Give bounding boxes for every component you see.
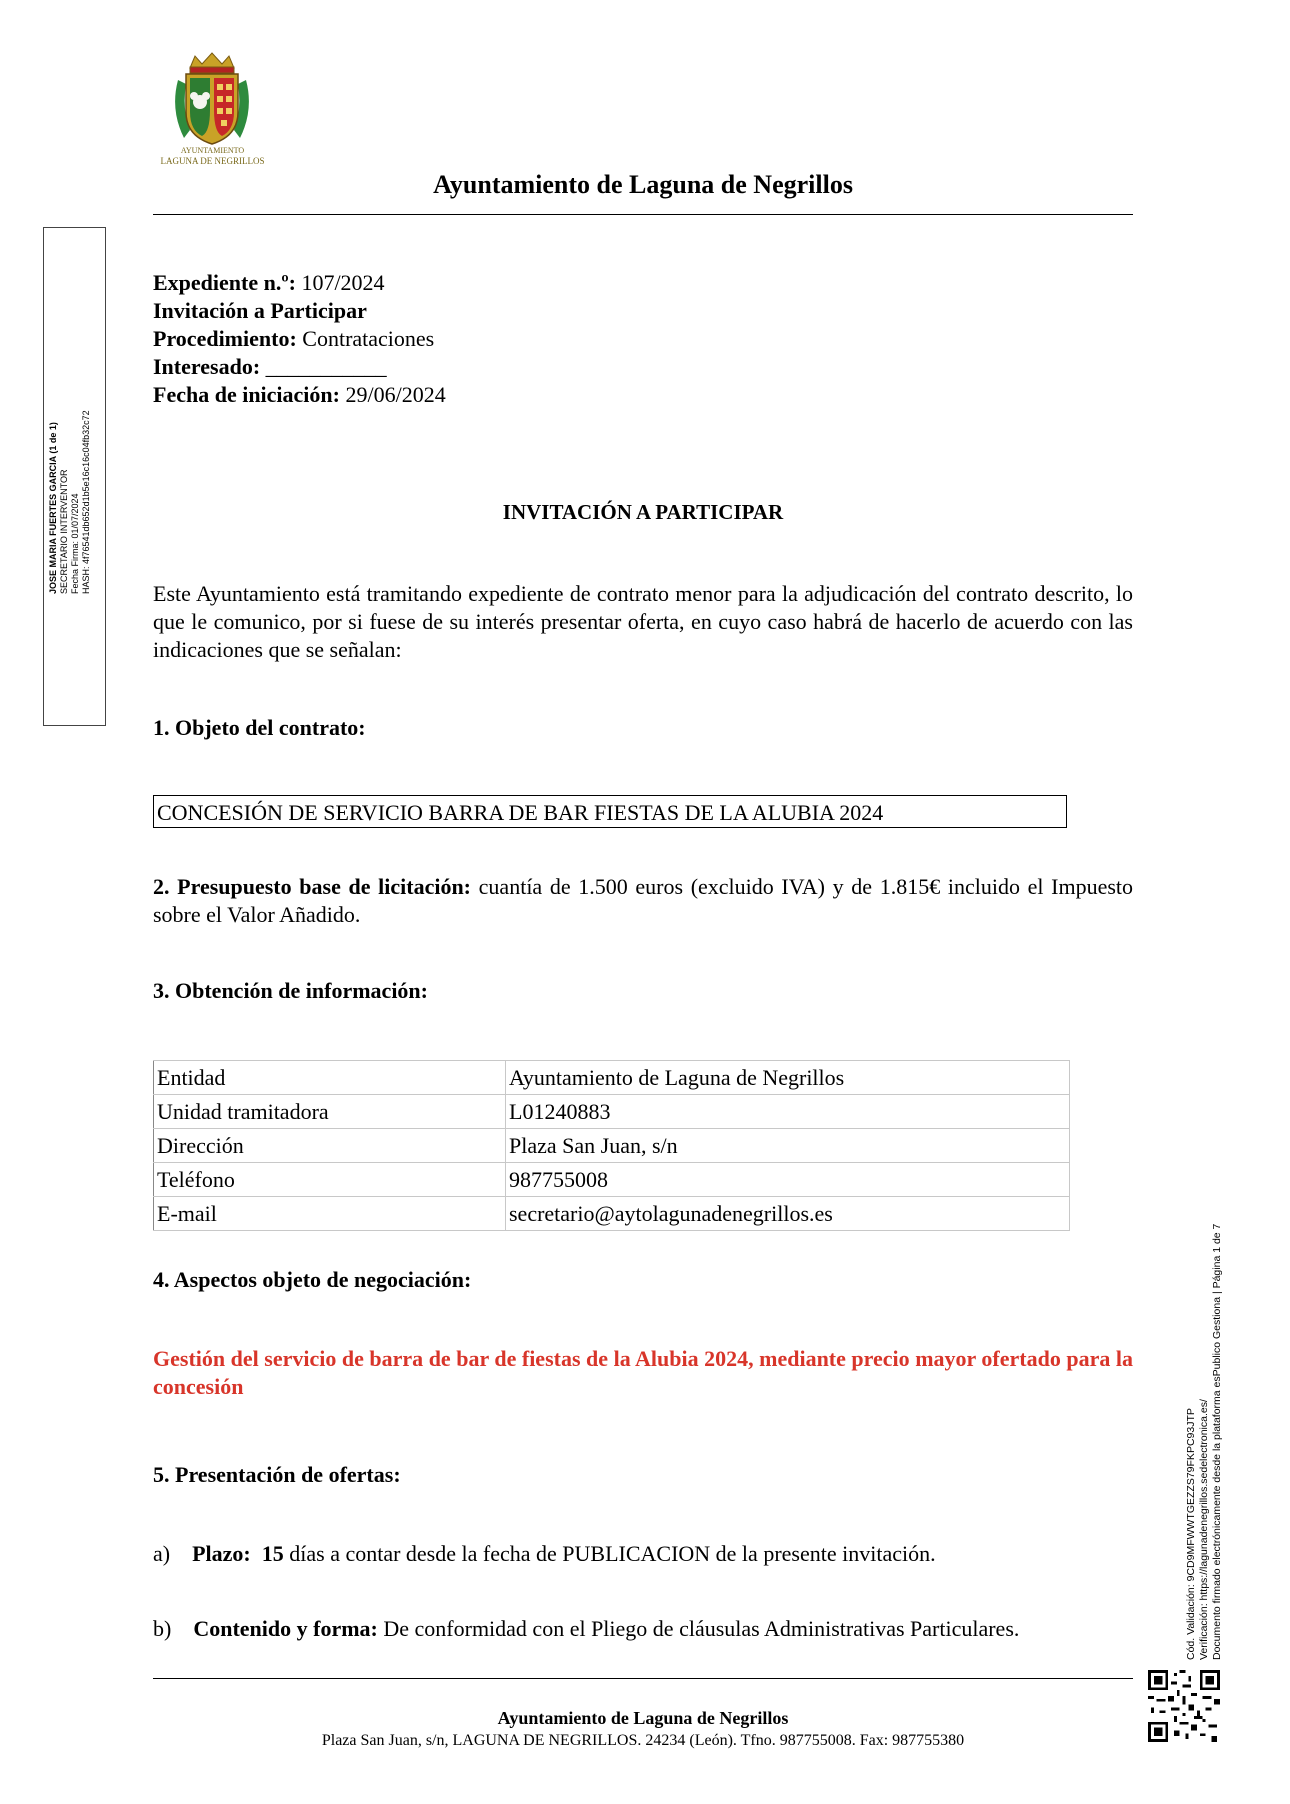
table-row: [154, 1095, 1070, 1129]
signature-stamp: [43, 227, 106, 726]
procedimiento-value: Contrataciones: [302, 326, 435, 351]
signature-stamp-text: [48, 410, 92, 594]
verification-url: Verificación: https://lagunadenegrillos.sedelectronica.es/: [1198, 1399, 1210, 1660]
document-heading: INVITACIÓN A PARTICIPAR: [502, 500, 784, 524]
signature-date: Fecha Firma: 01/07/2024: [70, 493, 80, 594]
validation-code: Cód. Validación: 9CD9MFWWTGEZZS79FKPC93JTP: [1185, 1408, 1197, 1660]
interesado-line: Interesado: ___________: [153, 354, 387, 379]
plazo-text: días a contar desde la fecha de PUBLICACION de la presente invitación.: [289, 1541, 936, 1566]
table-row: [154, 1061, 1070, 1095]
interesado-value: ___________: [265, 354, 387, 379]
header-divider: [153, 214, 1133, 215]
footer-divider: [153, 1678, 1133, 1679]
invitacion-line: Invitación a Participar: [153, 298, 367, 323]
footer-title: Ayuntamiento de Laguna de Negrillos: [497, 1708, 789, 1728]
signer-name: JOSE MARIA FUERTES GARCIA (1 de 1): [48, 422, 58, 594]
list-marker: a): [153, 1541, 171, 1566]
fecha-value: 29/06/2024: [345, 382, 446, 407]
qr-code: [1147, 1670, 1221, 1742]
table-row: [154, 1129, 1070, 1163]
section-3-heading: 3. Obtención de información:: [153, 978, 428, 1003]
page-title: Ayuntamiento de Laguna de Negrillos: [433, 170, 853, 199]
table-cell-value: secretario@aytolagunadenegrillos.es: [506, 1197, 1070, 1231]
expediente-number: 107/2024: [301, 270, 385, 295]
logo-caption-bottom: LAGUNA DE NEGRILLOS: [160, 156, 265, 166]
section-2-paragraph: [153, 873, 1133, 929]
table-cell-label: Unidad tramitadora: [154, 1095, 506, 1129]
table-cell-value: 987755008: [506, 1163, 1070, 1197]
procedimiento-line: Procedimiento: Contrataciones: [153, 326, 435, 351]
contenido-label: Contenido y forma:: [193, 1616, 378, 1641]
table-cell-label: E-mail: [154, 1197, 506, 1231]
table-row: [154, 1163, 1070, 1197]
intro-paragraph: Este Ayuntamiento está tramitando expediente de contrato menor para la adjudicación del contrato descrito, lo que le comunico, por si fuese de su interés presentar oferta, en cuyo caso habrá de hacerlo de acuerdo con las indicaciones que se señalan:: [153, 581, 1133, 662]
table-cell-label: Entidad: [154, 1061, 506, 1095]
file-metadata: [153, 269, 446, 409]
section-4-highlight-text: Gestión del servicio de barra de bar de fiestas de la Alubia 2024, mediante precio mayor ofertado para la concesión: [153, 1346, 1133, 1399]
logo-caption-top: AYUNTAMIENTO: [180, 146, 245, 155]
section-4-heading: 4. Aspectos objeto de negociación:: [153, 1267, 472, 1292]
signer-role: SECRETARIO INTERVENTOR: [59, 469, 69, 594]
qr-code-icon: [1147, 1670, 1221, 1742]
contenido-text: De conformidad con el Pliego de cláusulas Administrativas Particulares.: [383, 1616, 1020, 1641]
plazo-number: 15: [261, 1541, 284, 1566]
fecha-line: Fecha de iniciación: 29/06/2024: [153, 382, 446, 407]
contact-info-table: [153, 1060, 1070, 1231]
section-1-heading: 1. Objeto del contrato:: [153, 715, 366, 740]
section-5-heading: 5. Presentación de ofertas:: [153, 1462, 401, 1487]
signed-document-note: Documento firmado electrónicamente desde la plataforma esPublico Gestiona | Página 1 de 7: [1211, 1223, 1223, 1660]
municipal-coat-of-arms-logo: [150, 50, 275, 165]
coat-of-arms-icon: [150, 50, 275, 150]
section-2-text: cuantía de 1.500 euros (excluido IVA) y de 1.815€ incluido el Impuesto sobre el Valor Añadido.: [153, 874, 1134, 927]
table-cell-label: Dirección: [154, 1129, 506, 1163]
table-cell-label: Teléfono: [154, 1163, 506, 1197]
expediente-line: Expediente n.º: 107/2024: [153, 270, 385, 295]
list-item-contenido: [153, 1615, 1133, 1643]
contract-object-box: CONCESIÓN DE SERVICIO BARRA DE BAR FIESTAS DE LA ALUBIA 2024: [153, 795, 1067, 828]
signature-hash: HASH: 4f76541db652d1b5e16c16c04fb32c72: [81, 410, 91, 594]
table-cell-value: Plaza San Juan, s/n: [506, 1129, 1070, 1163]
list-item-plazo: [153, 1540, 1133, 1568]
verification-text: [1185, 1224, 1224, 1660]
table-cell-value: L01240883: [506, 1095, 1070, 1129]
plazo-label: Plazo:: [192, 1541, 251, 1566]
section-2-heading: 2. Presupuesto base de licitación:: [153, 874, 472, 899]
footer-address: Plaza San Juan, s/n, LAGUNA DE NEGRILLOS. 24234 (León). Tfno. 987755008. Fax: 987755380: [321, 1732, 965, 1749]
table-row: [154, 1197, 1070, 1231]
table-cell-value: Ayuntamiento de Laguna de Negrillos: [506, 1061, 1070, 1095]
list-marker: b): [153, 1616, 172, 1641]
